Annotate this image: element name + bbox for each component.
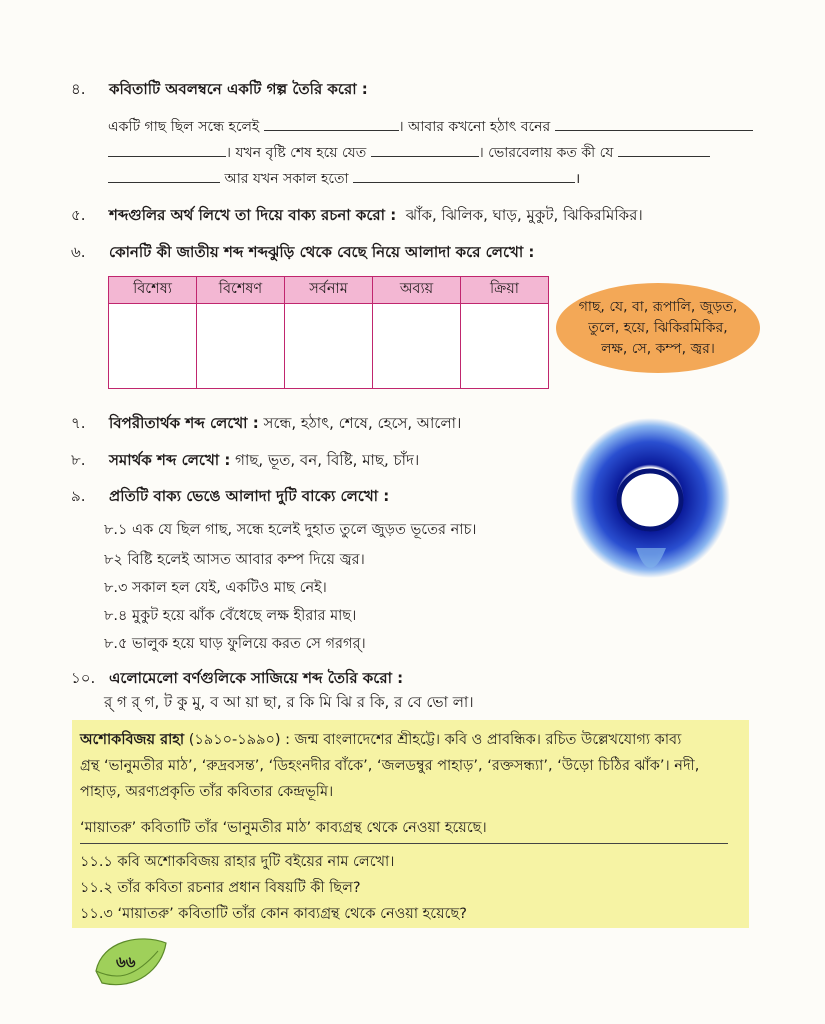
question-title: এলোমেলো বর্ণগুলিকে সাজিয়ে শব্দ তৈরি করো : [109,669,404,687]
answer-cell[interactable] [461,304,549,389]
poet-info-box [72,720,749,928]
answer-cell[interactable] [197,304,285,389]
divider [80,843,728,844]
blank[interactable] [371,142,479,157]
question-8: ৮. সমার্থক শব্দ লেখো : গাছ, ভূত, বন, বিষ্টি, মাছ, চাঁদ। [71,451,420,469]
question-5: ৫. শব্দগুলির অর্থ লিখে তা দিয়ে বাক্য রচনা করো : ঝাঁক, ঝিলিক, ঘাড়, মুকুট, ঝিকিরমিকির। [71,206,643,224]
poet-name: অশোকবিজয় রাহা [80,732,185,748]
question-title: কোনটি কী জাতীয় শব্দ শব্দঝুড়ি থেকে বেছে নিয়ে আলাদা করে লেখো : [109,243,535,261]
word-list: সন্ধে, হঠাৎ, শেষে, হেসে, আলো। [263,414,462,432]
col-header-indeclinable: অব্যয় [373,277,461,304]
sentence-item: ৮.৩ সকাল হল যেই, একটিও মাছ নেই। [104,580,327,596]
page-number: ৬৬ [116,953,136,971]
fill-line-2: । যখন বৃষ্টি শেষ হয়ে যেত । ভোরবেলায় কত কী যে [108,142,710,163]
blank[interactable] [353,168,575,183]
col-header-adjective: বিশেষণ [197,277,285,304]
question-title: প্রতিটি বাক্য ভেঙে আলাদা দুটি বাক্যে লেখো : [109,487,390,505]
info-line-3: পাহাড়, অরণ্যপ্রকৃতি তাঁর কবিতার কেন্দ্রভূমি। [80,784,334,800]
question-title: কবিতাটি অবলম্বনে একটি গল্প তৈরি করো : [109,80,368,98]
blank[interactable] [555,116,753,131]
question-title: শব্দগুলির অর্থ লিখে তা দিয়ে বাক্য রচনা করো : [109,206,397,224]
col-header-verb: ক্রিয়া [461,277,549,304]
sub-question: ১১.৩ ‘মায়াতরু’ কবিতাটি তাঁর কোন কাব্যগ্রন্থ থেকে নেওয়া হয়েছে? [80,906,467,922]
answer-cell[interactable] [373,304,461,389]
poet-years: (১৯১০-১৯৯০) [184,732,281,748]
word-list: ঝাঁক, ঝিলিক, ঘাড়, মুকুট, ঝিকিরমিকির। [405,206,643,224]
col-header-pronoun: সর্বনাম [285,277,373,304]
sentence-item: ৮.৪ মুকুট হয়ে ঝাঁক বেঁধেছে লক্ষ হীরার মাছ। [104,608,357,624]
word-basket: গাছ, যে, বা, রূপালি, জুড়ত, তুলে, হয়ে, ঝিকিরমিকির, লক্ষ, সে, কম্প, জ্বর। [556,283,760,373]
blue-ring-illustration [566,418,734,588]
jumbled-letters: র্ গ র্ গ, ট কু মু, ব আ য়া ছা, র কি মি ঝি র কি, র বে ভো লা। [104,693,474,711]
blank[interactable] [618,142,710,157]
fill-line-3: আর যখন সকাল হতো । [108,168,580,189]
info-line-4: ‘মায়াতরু’ কবিতাটি তাঁর ‘ভানুমতীর মাঠ’ কাব্যগ্রন্থ থেকে নেওয়া হয়েছে। [80,820,487,836]
question-10: ১০. এলোমেলো বর্ণগুলিকে সাজিয়ে শব্দ তৈরি করো : [71,669,404,687]
blank[interactable] [108,142,226,157]
answer-cell[interactable] [109,304,197,389]
question-7: ৭. বিপরীতার্থক শব্দ লেখো : সন্ধে, হঠাৎ, শেষে, হেসে, আলো। [71,414,462,432]
blank[interactable] [264,116,399,131]
answer-cell[interactable] [285,304,373,389]
question-title: বিপরীতার্থক শব্দ লেখো : [109,414,259,432]
info-line-2: গ্রন্থ ‘ভানুমতীর মাঠ’, ‘রুদ্রবসন্ত’, ‘ডিহংনদীর বাঁকে’, ‘জলডম্বুর পাহাড়’, ‘রক্তসন্ধ্যা’, ‘উড়ো চিঠির ঝাঁক’। নদী, [80,758,700,774]
sub-question: ১১.১ কবি অশোকবিজয় রাহার দুটি বইয়ের নাম লেখো। [80,854,395,870]
question-6: ৬. কোনটি কী জাতীয় শব্দ শব্দঝুড়ি থেকে বেছে নিয়ে আলাদা করে লেখো : [71,243,535,261]
question-9: ৯. প্রতিটি বাক্য ভেঙে আলাদা দুটি বাক্যে লেখো : [71,487,390,505]
sentence-item: ৮.৫ ভালুক হয়ে ঘাড় ফুলিয়ে করত সে গরগর্। [104,636,366,652]
question-4 [71,79,771,99]
question-title: সমার্থক শব্দ লেখো : [109,451,231,469]
info-line-1: অশোকবিজয় রাহা (১৯১০-১৯৯০) : জন্ম বাংলাদেশের শ্রীহট্টে। কবি ও প্রাবন্ধিক। রচিত উল্লেখযোগ্য কাব্য [80,732,682,748]
blank[interactable] [108,168,220,183]
sub-question: ১১.২ তাঁর কবিতা রচনার প্রধান বিষয়টি কী ছিল? [80,880,361,896]
sentence-item: ৮২ বিষ্টি হলেই আসত আবার কম্প দিয়ে জ্বর। [104,552,365,568]
word-list: গাছ, ভূত, বন, বিষ্টি, মাছ, চাঁদ। [235,451,420,469]
sentence-item: ৮.১ এক যে ছিল গাছ, সন্ধে হলেই দুহাত তুলে জুড়ত ভূতের নাচ। [104,522,477,538]
fill-line-1: একটি গাছ ছিল সন্ধে হলেই । আবার কখনো হঠাৎ বনের [108,116,753,137]
parts-of-speech-table [108,276,549,389]
question-number: ৪. [71,80,86,98]
col-header-noun: বিশেষ্য [109,277,197,304]
